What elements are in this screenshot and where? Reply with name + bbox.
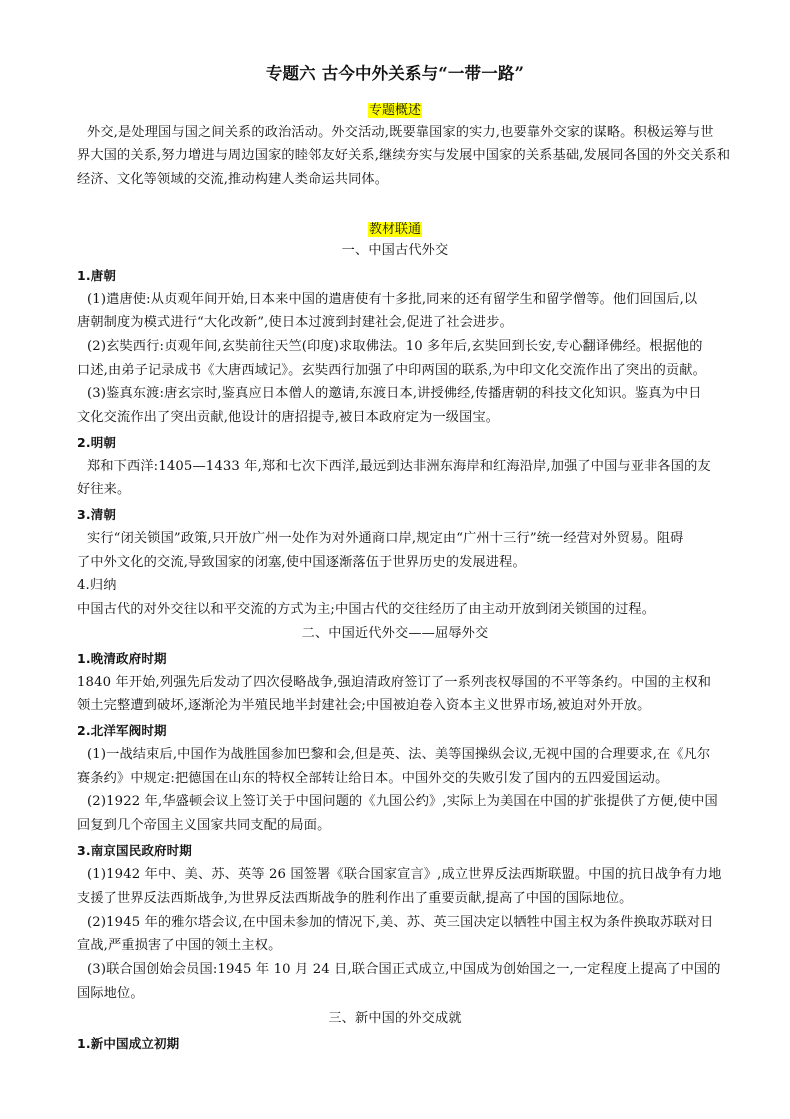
- textbook-label: 教材联通: [368, 222, 421, 237]
- beiyang-heading: 2.北洋军阀时期: [77, 723, 167, 738]
- lateqing-line-2: 领土完整遭到破坏,逐渐沦为半殖民地半封建社会;中国被迫卷入资本主义世界市场,被迫对外开放。: [77, 698, 651, 713]
- tang-line-3: (2)玄奘西行:贞观年间,玄奘前往天竺(印度)求取佛法。10 多年后,玄奘回到长安,专心翻译佛经。根据他的: [87, 339, 703, 354]
- page-title: 专题六 古今中外关系与“一带一路”: [265, 64, 525, 83]
- tang-line-6: 文化交流作出了突出贡献,他设计的唐招提寺,被日本政府定为一级国宝。: [77, 410, 500, 425]
- lateqing-line-1: 1840 年开始,列强先后发动了四次侵略战争,强迫清政府签订了一系列丧权辱国的不平等条约。中国的主权和: [77, 675, 712, 690]
- nanjing-line-3: (2)1945 年的雅尔塔会议,在中国未参加的情况下,美、苏、英三国决定以牺牲中国主权为条件换取苏联对日: [87, 915, 714, 930]
- nanjing-line-4: 宣战,严重损害了中国的领土主权。: [77, 938, 282, 953]
- qing-line-2: 了中外文化的交流,导致国家的闭塞,使中国逐渐落伍于世界历史的发展进程。: [77, 555, 526, 570]
- section-2-heading: 二、中国近代外交——屈辱外交: [301, 626, 489, 641]
- overview-line-2: 界大国的关系,努力增进与周边国家的睦邻友好关系,继续夯实与发展中国家的关系基础,发展同各国的外交关系和: [77, 148, 731, 163]
- tang-heading: 1.唐朝: [77, 268, 117, 283]
- ming-line-1: 郑和下西洋:1405—1433 年,郑和七次下西洋,最远到达非洲东海岸和红海沿岸,加强了中国与亚非各国的友: [87, 459, 711, 474]
- ming-heading: 2.明朝: [77, 435, 117, 450]
- beiyang-line-2: 赛条约》中规定:把德国在山东的特权全部转让给日本。中国外交的失败引发了国内的五四爱国运动。: [77, 771, 669, 786]
- nanjing-line-5: (3)联合国创始会员国:1945 年 10 月 24 日,联合国正式成立,中国成为创始国之一,一定程度上提高了中国的: [87, 962, 721, 977]
- ming-line-2: 好往来。: [77, 482, 131, 497]
- qing-heading: 3.清朝: [77, 507, 117, 522]
- tang-line-2: 唐朝制度为模式进行“大化改新”,使日本过渡到封建社会,促进了社会进步。: [77, 315, 513, 330]
- early-prc-heading: 1.新中国成立初期: [77, 1036, 180, 1051]
- summary-line-1: 中国古代的对外交往以和平交流的方式为主;中国古代的交往经历了由主动开放到闭关锁国的过程。: [77, 602, 656, 617]
- beiyang-line-4: 回复到几个帝国主义国家共同支配的局面。: [77, 818, 331, 833]
- beiyang-line-1: (1)一战结束后,中国作为战胜国参加巴黎和会,但是英、法、美等国操纵会议,无视中国的合理要求,在《凡尔: [87, 747, 711, 762]
- overview-label: 专题概述: [368, 103, 421, 118]
- lateqing-heading: 1.晚清政府时期: [77, 651, 167, 666]
- overview-line-3: 经济、文化等领域的交流,推动构建人类命运共同体。: [77, 172, 389, 187]
- tang-line-1: (1)遣唐使:从贞观年间开始,日本来中国的遣唐使有十多批,同来的还有留学生和留学僧等。他们回国后,以: [87, 292, 698, 307]
- beiyang-line-3: (2)1922 年,华盛顿会议上签订关于中国问题的《九国公约》,实际上为美国在中国的扩张提供了方便,使中国: [87, 794, 718, 809]
- overview-line-1: 外交,是处理国与国之间关系的政治活动。外交活动,既要靠国家的实力,也要靠外交家的谋略。积极运筹与世: [87, 125, 714, 140]
- section-3-heading: 三、新中国的外交成就: [328, 1011, 462, 1026]
- nanjing-line-6: 国际地位。: [77, 986, 144, 1001]
- nanjing-line-1: (1)1942 年中、美、苏、英等 26 国签署《联合国家宣言》,成立世界反法西斯联盟。中国的抗日战争有力地: [87, 867, 722, 882]
- section-1-heading: 一、中国古代外交: [341, 243, 449, 258]
- tang-line-4: 口述,由弟子记录成书《大唐西域记》。玄奘西行加强了中印两国的联系,为中印文化交流作出了突出的贡献。: [77, 363, 706, 378]
- nanjing-heading: 3.南京国民政府时期: [77, 843, 192, 858]
- qing-line-1: 实行“闭关锁国”政策,只开放广州一处作为对外通商口岸,规定由“广州十三行”统一经营对外贸易。阻碍: [87, 531, 684, 546]
- summary-heading: 4.归纳: [77, 578, 117, 593]
- nanjing-line-2: 支援了世界反法西斯战争,为世界反法西斯战争的胜利作出了重要贡献,提高了中国的国际地位。: [77, 891, 633, 906]
- tang-line-5: (3)鉴真东渡:唐玄宗时,鉴真应日本僧人的邀请,东渡日本,讲授佛经,传播唐朝的科技文化知识。鉴真为中日: [87, 386, 702, 401]
